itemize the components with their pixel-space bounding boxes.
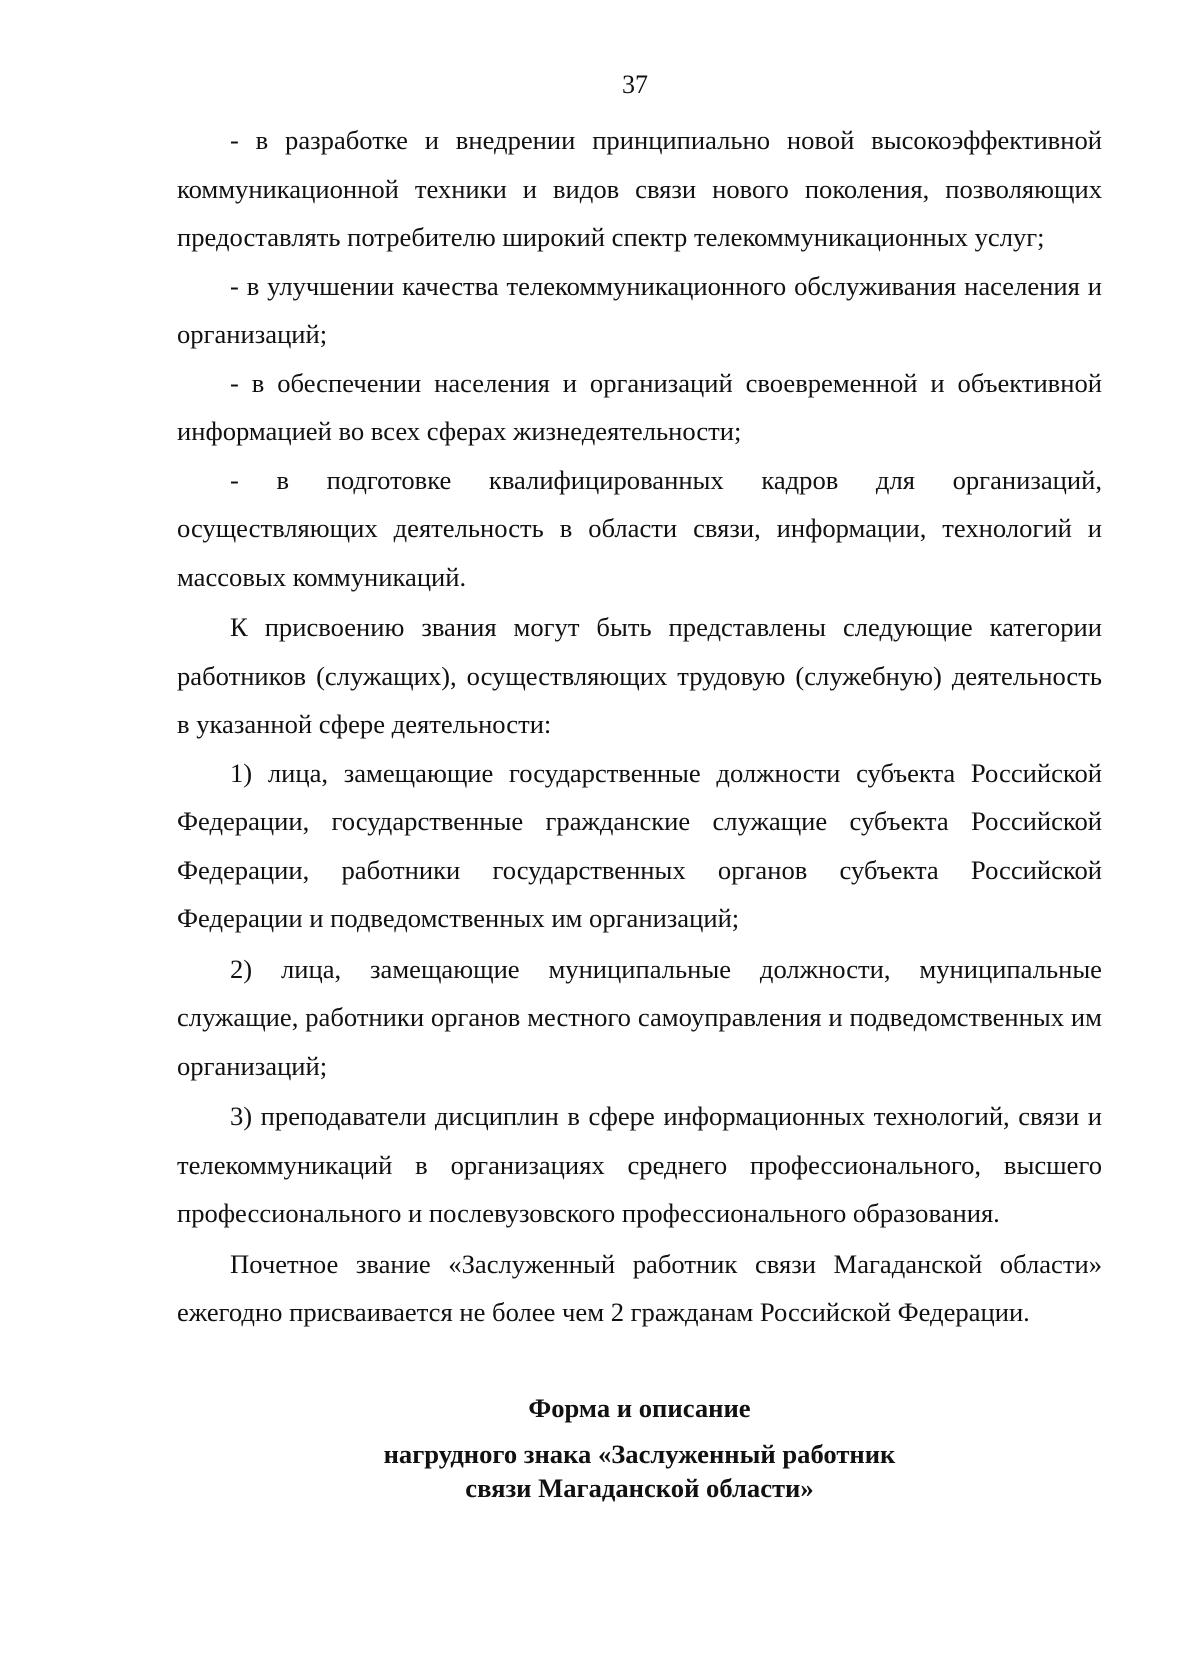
paragraph-2: - в улучшении качества телекоммуникационного обслуживания населения и организаций; xyxy=(177,270,1102,349)
section-subheading xyxy=(177,1437,1102,1505)
paragraph-5: К присвоению звания могут быть представлены следующие категории работников (служащих), осуществляющих трудовую (служебную) деятельность в указанной сфере деятельности: xyxy=(177,612,1102,739)
paragraph-3: - в обеспечении населения и организаций своевременной и объективной информацией во всех сферах жизнедеятельности; xyxy=(177,367,1102,446)
document-body xyxy=(177,116,1102,1337)
heading-line-1: Форма и описание xyxy=(528,1393,751,1423)
section-heading xyxy=(177,1392,1102,1424)
paragraph-4: - в подготовке квалифицированных кадров для организаций, осуществляющих деятельность в области связи, информации, технологий и массовых коммуникаций. xyxy=(177,464,1102,592)
paragraph-7: 2) лица, замещающие муниципальные должности, муниципальные служащие, работники органов местного самоуправления и подведомственных им организаций; xyxy=(177,953,1102,1081)
page-number: 37 xyxy=(622,70,648,99)
heading-line-3: связи Магаданской области» xyxy=(465,1473,814,1503)
paragraph-1: - в разработке и внедрении принципиально новой высокоэффективной коммуникационной техники и видов связи нового поколения, позволяющих предоставлять потребителю широкий спектр телекоммуникационных услуг; xyxy=(177,125,1102,252)
paragraph-9: Почетное звание «Заслуженный работник связи Магаданской области» ежегодно присваивается не более чем 2 гражданам Российской Федерации. xyxy=(177,1248,1102,1327)
paragraph-6: 1) лица, замещающие государственные должности субъекта Российской Федерации, государственные гражданские служащие субъекта Российской Федерации, работники государственных органов субъекта Российской Федерации и подведомственных им организаций; xyxy=(177,757,1102,933)
paragraph-8: 3) преподаватели дисциплин в сфере информационных технологий, связи и телекоммуникаций в организациях среднего профессионального, высшего профессионального и послевузовского профессионального образования. xyxy=(177,1101,1102,1228)
heading-line-2: нагрудного знака «Заслуженный работник xyxy=(383,1439,896,1469)
